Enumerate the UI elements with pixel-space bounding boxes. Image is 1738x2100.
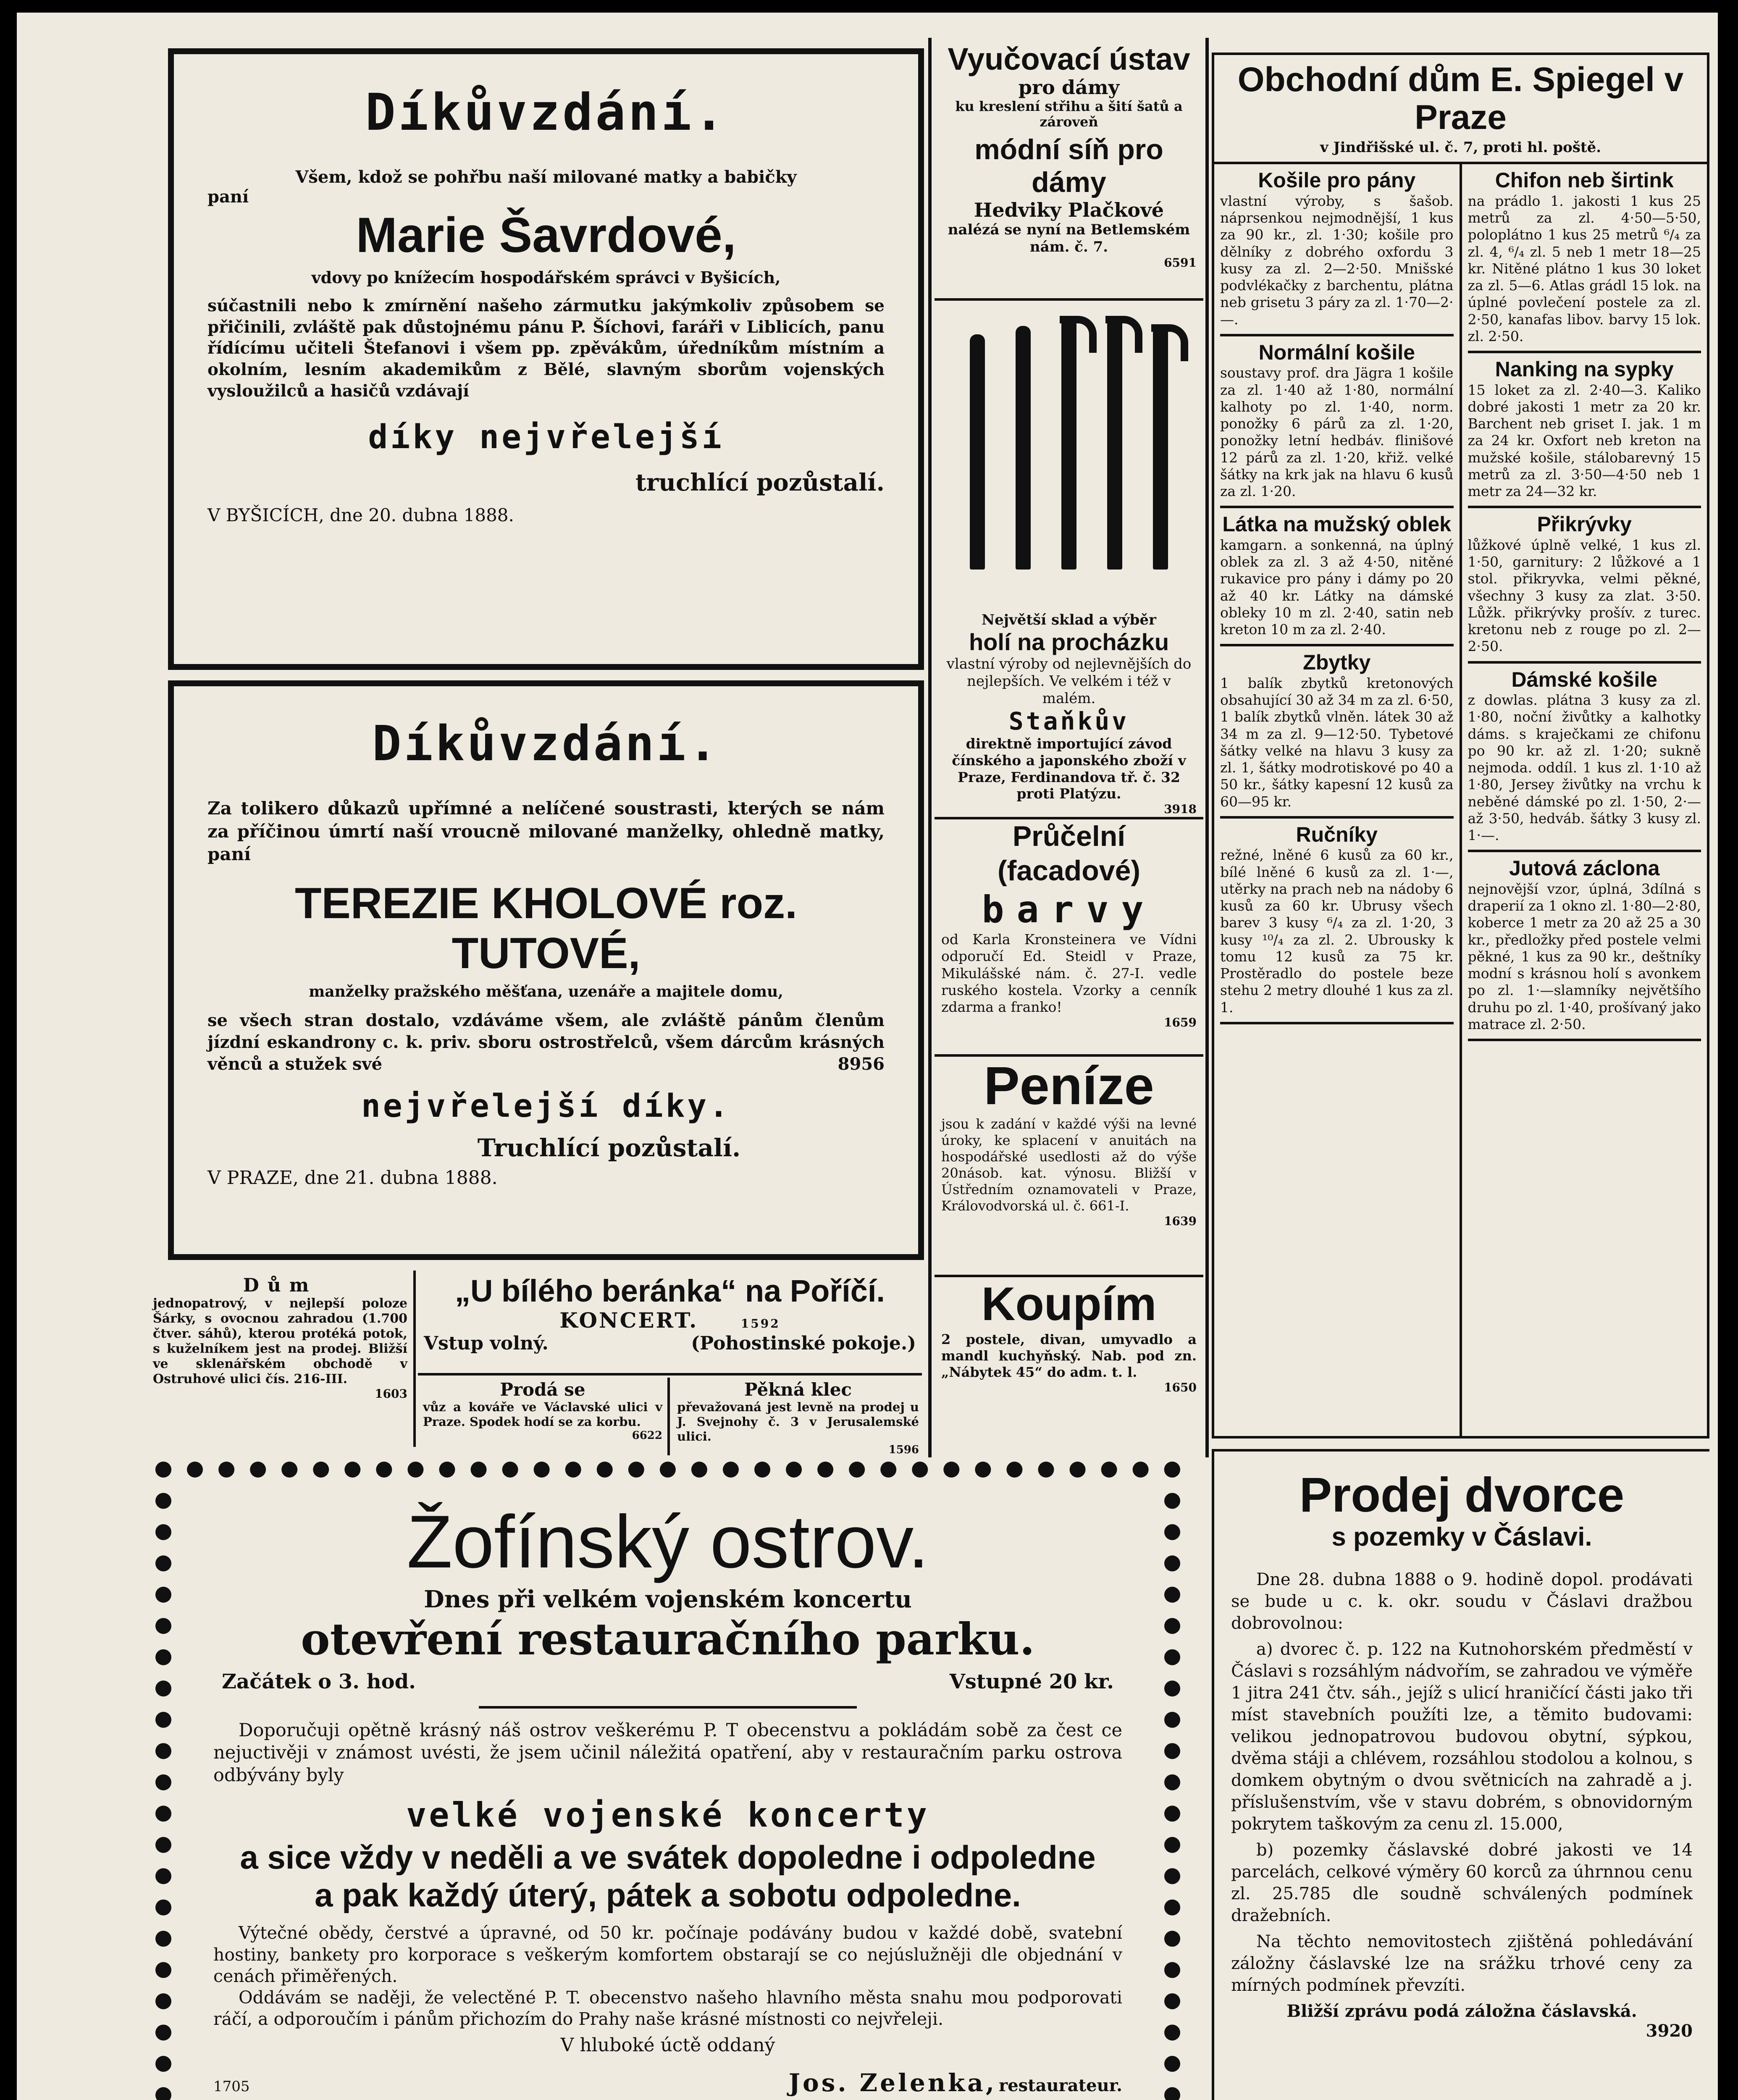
ad-vyucovaci — [935, 42, 1203, 294]
spiegel-left-section — [1220, 646, 1454, 819]
notice-thanks: díky nejvřelejší — [368, 418, 724, 457]
section-heading: Košile pro pány — [1258, 168, 1416, 192]
ad-body: vlastní výroby od nejlevnějších do nejlepších. Ve velkém i též v malém. — [946, 656, 1192, 707]
walking-stick-icon — [970, 334, 985, 570]
ad-koncert — [424, 1308, 916, 1333]
ad-holi — [935, 298, 1203, 815]
ad-zofin — [155, 1462, 1180, 2100]
notice-title: Díkůvzdání. — [372, 716, 720, 772]
ad-sub: Dnes při velkém vojenském koncertu — [424, 1585, 912, 1613]
ad-code: 1650 — [1164, 1380, 1197, 1394]
ad-salon: módní síň pro dámy — [974, 133, 1163, 198]
spiegel-columns — [1214, 164, 1707, 1438]
section-text: na prádlo 1. jakosti 1 kus 25 metrů za zl. 4·50—5·50, poloplátno 1 kus 25 metrů ⁶/₄ za zl. 4, ⁶/₄ zl. 5 neb 1 metr 18—25 kr. Nitěné plátno 1 kus 30 loket za zl. 5—6. Atlas grádl 15 lok. na úplné povlečení postele za zl. 2·50, kanafas libov. barvy 15 lok. zl. 2·50. — [1468, 192, 1701, 344]
ad-code: 1596 — [888, 1444, 919, 1455]
ad-title: Peníze — [984, 1056, 1154, 1116]
ad-p1: Dne 28. dubna 1888 o 9. hodině dopol. prodávati se bude u c. k. okr. soudu v Čáslavi dražbou dobrovolnou: — [1231, 1570, 1693, 1633]
walking-stick-icon — [1153, 326, 1168, 570]
ad-row — [424, 1333, 916, 1354]
section-text: nejnovější vzor, úplná, 3dílná s draperií za 1 okno zl. 1·80—2·80, koberce 1 metr za 20 až 25 a 30 kr., předložky před postele velmi pěkné, 1 kus za 90 kr., deštníky modní s krásnou holí s avonkem po zl. 1·—slamníky největšího druhu po zl. 1·40, prošívaný jako matrace zl. 2·50. — [1468, 880, 1701, 1032]
ad-koupim — [935, 1275, 1203, 1455]
ad-line1: a sice vždy v neděli a ve svátek dopoledne i odpoledne — [240, 1838, 1096, 1876]
ad-title: Koupím — [981, 1278, 1157, 1330]
notice-intro: Za tolikero důkazů upřímné a nelíčené soustrasti, kterých se nám za příčinou úmrtí naší vroucně milované manželky, ohledně matky, paní — [207, 798, 885, 865]
notice-savrdova — [168, 48, 924, 670]
ad-title: Průčelní (facadové) — [997, 820, 1141, 887]
ad-body: od Karla Kronsteinera ve Vídni odporučí Ed. Steidl v Praze, Mikulášské nám. č. 27-I. vedle ruského kostela. Vzorky a cenník zdarma a franko! — [941, 931, 1197, 1016]
divider — [479, 1706, 857, 1709]
notice-signed: Truchlící pozůstalí. — [477, 1133, 741, 1162]
ad-signature — [789, 2068, 1122, 2097]
notice-pani: paní — [207, 187, 249, 207]
section-text: režné, lněné 6 kusů za 60 kr., bílé lněné 6 kusů za zl. 1·—, utěrky na prach neb na nádoby 6 kusů za 60 kr. Ubrusy všech barev 3 kusy ⁶/₄ za zl. 1·20, 3 kusy ¹⁰/₄ za zl. 2. Ubrousky k tomu 12 kusů za 75 kr. Prostěradlo do postele beze stehu 2 metry dlouhé 1 kus za zl. 1. — [1220, 847, 1454, 1016]
ad-code: 3918 — [1164, 802, 1197, 815]
column-rule — [928, 38, 932, 1457]
section-heading: Jutová záclona — [1509, 856, 1660, 880]
ad-title: Žofínský ostrov. — [407, 1500, 929, 1583]
ad-code: 1659 — [1164, 1016, 1197, 1030]
walking-stick-icon — [1107, 318, 1122, 570]
walking-sticks-illustration — [941, 301, 1197, 612]
ad-dum — [147, 1270, 416, 1447]
section-heading: Látka na mužský oblek — [1222, 512, 1452, 536]
newspaper-page — [17, 13, 1718, 2100]
ad-spiegel — [1212, 52, 1709, 1438]
ad-code: 6591 — [1164, 255, 1197, 270]
ad-title: Prodá se — [500, 1379, 585, 1400]
ad-klec — [672, 1378, 924, 1455]
spiegel-left-section — [1220, 164, 1454, 336]
ad-beranek — [418, 1270, 922, 1376]
walking-stick-icon — [1061, 318, 1076, 570]
section-text: 15 loket za zl. 2·40—3. Kaliko dobré jakosti 1 metr za 20 kr. Barchent neb griset I. jak. 1 m za 24 kr. Oxfort neb kreton na mužské košile, stálobarevný 15 metrů za zl. 3·50—4·50 neb 1 metr za 24—32 kr. — [1468, 381, 1701, 500]
ad-role: restaurateur. — [999, 2075, 1122, 2095]
ad-body: převažovaná jest levně na prodej u J. Svejnohy č. 3 v Jerusalemské ulici. — [677, 1400, 919, 1444]
notice-subtitle: vdovy po knížecím hospodářském správci v Byšicích, — [311, 268, 781, 287]
spiegel-right-column — [1462, 164, 1707, 1438]
section-heading: Chifon neb širtink — [1495, 168, 1674, 192]
spiegel-right-section — [1468, 508, 1701, 663]
ad-entry: Vstupné 20 kr. — [949, 1670, 1114, 1693]
ad-start: Začátek o 3. hod. — [222, 1670, 416, 1693]
ad-p1: Doporučuji opětně krásný náš ostrov veškerému P. T obecenstvu a pokládám sobě za čest ce nejuctivěji v známost uvésti, že jsem učinil náležitá opatření, aby v restauračním parku ostrova odbývány byly — [213, 1719, 1122, 1786]
notice-name: Marie Šavrdové, — [356, 207, 736, 263]
ad-headline: otevření restauračního parku. — [301, 1613, 1035, 1665]
ad-closing: V hluboké úctě oddaný — [560, 2034, 775, 2056]
notice-body — [207, 1010, 885, 1075]
notice-signed: truchlící pozůstalí. — [635, 469, 885, 497]
ad-prodej-dvorce — [1212, 1449, 1709, 2100]
section-heading: Normální košile — [1258, 340, 1415, 364]
ad-body2: direktně importující závod čínského a japonského zboží v Praze, Ferdinandova tř. č. 32 proti Platýzu. — [952, 735, 1186, 802]
ad-code: 1603 — [375, 1387, 407, 1401]
notice-body-text: se všech stran dostalo, vzdáváme všem, ale zvláště pánům členům jízdní eskandrony c. k. priv. sboru ostrostřelců, všem dárcům krásných věnců a stužek své — [207, 1010, 885, 1074]
notice-subtitle: manželky pražského měšťana, uzenáře a majitele domu, — [309, 982, 783, 1000]
ad-p3: Oddávám se naději, že velectěné P. T. obecenstvo našeho hlavního města snahu mou podporovati ráčí, a odporoučím i pánům přichozím do Prahy naše krásné místnosti co nejvřeleji. — [213, 1987, 1122, 2029]
ad-body: jsou k zadání v každé výši na levné úroky, ke splacení v anuitách na hospodářské usedlosti až do výše 20násob. kat. výnosu. Bližší v Ústředním oznamovateli v Praze, Královodvorská ul. č. 661-I. — [941, 1116, 1197, 1214]
section-text: z dowlas. plátna 3 kusy za zl. 1·80, noční živůtky a kalhotky dáms. s kraječkami ze chifonu po 90 kr. až zl. 1·20; sukně nejmoda. oddíl. 1 kus zl. 1·10 až 1·80, Jersey živůtky na vrchu k neběné dámské po zl. 1·50, 2·— až 3·50, hedváb. šátky 3 kusy zl. 1·—. — [1468, 692, 1701, 844]
ad-title: Dům — [243, 1275, 318, 1296]
ad-right: (Pohostinské pokoje.) — [691, 1333, 916, 1354]
section-heading: Nanking na sypky — [1495, 357, 1674, 381]
ad-body: 2 postele, divan, umyvadlo a mandl kuchyňský. Nab. pod zn. „Nábytek 45“ do adm. t. l. — [941, 1331, 1197, 1380]
ad-signature-row — [213, 2068, 1122, 2097]
spiegel-left-column — [1214, 164, 1462, 1438]
ad-barvy — [935, 817, 1203, 1052]
ad-code: 6622 — [632, 1429, 662, 1442]
walking-stick-icon — [1016, 326, 1031, 570]
section-text: 1 balík zbytků kretonových obsahující 30 až 34 m za zl. 6·50, 1 balík zbytků vlněn. látek 30 až 34 m za zl. 9—12·50. Tybetové šátky velké na hlavu 3 kusy za zl. 1, šátky modrotiskové po 40 a 50 kr., šátky kapesní 12 kusů za 60—95 kr. — [1220, 675, 1454, 810]
spiegel-left-section — [1220, 336, 1454, 509]
notice-name: TEREZIE KHOLOVÉ roz. TUTOVÉ, — [294, 879, 798, 978]
notice-place-date: V PRAZE, dne 21. dubna 1888. — [207, 1167, 498, 1189]
ad-code: 1592 — [740, 1317, 780, 1331]
ad-lead: Největší sklad a výběr — [982, 612, 1156, 628]
ad-owner: Hedviky Plačkové — [974, 198, 1164, 221]
spiegel-left-section — [1220, 819, 1454, 1024]
ad-p3: b) pozemky čáslavské dobré jakosti ve 14 parcelách, celkové výměry 60 korců za úhrnnou cenu zl. 25.785 dle soudně schválených podmínek dražebních. — [1231, 1840, 1693, 1925]
section-heading: Přikrývky — [1537, 512, 1632, 536]
ad-times — [222, 1670, 1114, 1693]
ad-title: „U bílého beránka“ na Poříčí. — [455, 1273, 885, 1308]
spiegel-right-section — [1468, 164, 1701, 353]
ad-prodase — [418, 1378, 670, 1455]
ad-code: 1705 — [213, 2078, 250, 2095]
ad-p2: a) dvorec č. p. 122 na Kutnohorském předměstí v Čáslavi s rozsáhlým nádvořím, se zahradou ve výměře 1 jitra 241 čtv. sáh., jejíž s ulicí hraničící části jako tři míst stavebních použíti lze, a těmito budovami: velikou jednopatrovou budovou obytní, sýpkou, dvěma stáji a chlévem, rozsáhlou stodolou a kolnou, s domkem obytným o dvou světnicích na zahradě a j. příslušenstvím, vše v stavu dobrém, s obnovidorným pokrytem taškovým za cenu zl. 15.000, — [1231, 1639, 1693, 1834]
section-text: soustavy prof. dra Jägra 1 košile za zl. 1·40 až 1·80, normální kalhoty po zl. 1·40, norm. ponožky 6 párů za zl. 1·20, ponožky letní hedbáv. flinišové 12 párů za zl. 1·20, křiž. velké šátky na krk jak na hlavu 6 kusů za zl. 1·20. — [1220, 365, 1454, 500]
section-text: kamgarn. a sonkenná, na úplný oblek za zl. 3 až 4·50, nitěné rukavice pro pány i dámy po 20 až 40 kr. Látky na dámské obleky 10 m zl. 2·40, satin neb kreton 10 m za zl. 2·40. — [1220, 536, 1454, 638]
ad-koncert-label: KONCERT. — [559, 1308, 698, 1333]
spiegel-left-section — [1220, 508, 1454, 646]
ad-body: vůz a kováře ve Václavské ulici v Praze. Spodek hodí se za korbu. — [423, 1400, 662, 1429]
section-text: vlastní výroby, s šašob. náprsenkou nejmodnější, 1 kus za 90 kr., zl. 1·30; košile pro dělníky z dobrého oxfordu 3 kusy za zl. 2—2·50. Mnišské podvlékačky z barchentu, plátna neb grisetu 3 páry za zl. 1·70—2·—. — [1220, 192, 1454, 328]
ad-brand: Staňkův — [1008, 707, 1129, 736]
notice-title: Díkůvzdání. — [365, 84, 727, 142]
ad-title: Pěkná klec — [744, 1379, 852, 1400]
spiegel-right-section — [1468, 664, 1701, 853]
ad-location: nalézá se nyní na Betlemském nám. č. 7. — [948, 221, 1190, 255]
ad-address: v Jindřišské ul. č. 7, proti hl. poště. — [1214, 136, 1707, 164]
spiegel-right-section — [1468, 353, 1701, 508]
ad-word: barvy — [982, 888, 1156, 932]
ad-code: 3920 — [1646, 2021, 1693, 2041]
notice-body: súčastnili nebo k zmírnění našeho zármutku jakýmkoliv způsobem se přičinili, zvláště pak důstojnému pánu P. Šíchovi, faráři v Liblicích, panu řídícímu učiteli Štefanovi i všem pp. zpěvákům, úředníkům místním a okolním, lesním akademikům z Bělé, slavným sborům vojenských vysloužilců a hasičů vzdávají — [207, 296, 885, 401]
ad-title: Obchodní dům E. Spiegel v Praze — [1237, 60, 1684, 137]
notice-place-date: V BYŠICÍCH, dne 20. dubna 1888. — [207, 505, 514, 526]
section-heading: Zbytky — [1303, 651, 1371, 675]
notice-thanks: nejvřelejší díky. — [361, 1087, 731, 1124]
ad-body: jednopatrový, v nejlepší poloze Šárky, s ovocnou zahradou (1.700 čtver. sáhů), kterou protéká potok, s kuželníkem jest na prodej. Bližší ve sklenářském obchodě v Ostruhové ulici čís. 216-III. — [153, 1296, 407, 1386]
spiegel-right-section — [1468, 852, 1701, 1041]
notice-code: 8956 — [837, 1054, 885, 1074]
ad-left: Vstup volný. — [424, 1333, 549, 1354]
ad-p5: Bližší zprávu podá záložna čáslavská. — [1286, 2001, 1637, 2021]
ad-title: Vyučovací ústav — [948, 42, 1190, 76]
section-text: lůžkové úplně velké, 1 kus zl. 1·50, garnitury: 2 lůžkové a 1 stol. přikryvka, velmi pěkné, všechny 3 kusy za zlat. 3·50. Lůžk. přikrývky prošív. z turec. kretonu neb z rouge po zl. 2—2·50. — [1468, 536, 1701, 655]
ad-title: Prodej dvorce — [1299, 1467, 1625, 1522]
ad-sub2: ku kreslení střihu a šití šatů a zároveň — [955, 98, 1183, 130]
section-heading: Ručníky — [1296, 822, 1378, 846]
ad-signed: Jos. Zelenka, — [788, 2068, 997, 2097]
section-heading: Dámské košile — [1511, 667, 1657, 691]
ad-p2: Výtečné obědy, čerstvé a úpravné, od 50 kr. počínaje podávány budou v každé době, svatební hostiny, bankety pro korporace s veškerým komfortem obstarají se co nejúslužněji dle objednání v cenách přiměřených. — [213, 1923, 1122, 1986]
ad-sub: s pozemky v Čáslavi. — [1331, 1522, 1592, 1551]
ad-penize — [935, 1054, 1203, 1273]
notice-kholova — [168, 680, 924, 1260]
ad-code: 1639 — [1164, 1214, 1197, 1228]
ad-concerts: velké vojenské koncerty — [406, 1795, 929, 1835]
column-rule — [1205, 38, 1209, 1457]
notice-intro: Všem, kdož se pohřbu naší milované matky a babičky — [295, 167, 797, 187]
ad-sub1: pro dámy — [1018, 76, 1120, 99]
ad-p4: Na těchto nemovitostech zjištěná pohledávání záložny čáslavské lze na srážku trhové ceny za mírných podmínek převzíti. — [1231, 1932, 1693, 1995]
ad-title: holí na procházku — [969, 629, 1169, 655]
ad-line2: a pak každý úterý, pátek a sobotu odpoledne. — [315, 1876, 1021, 1914]
